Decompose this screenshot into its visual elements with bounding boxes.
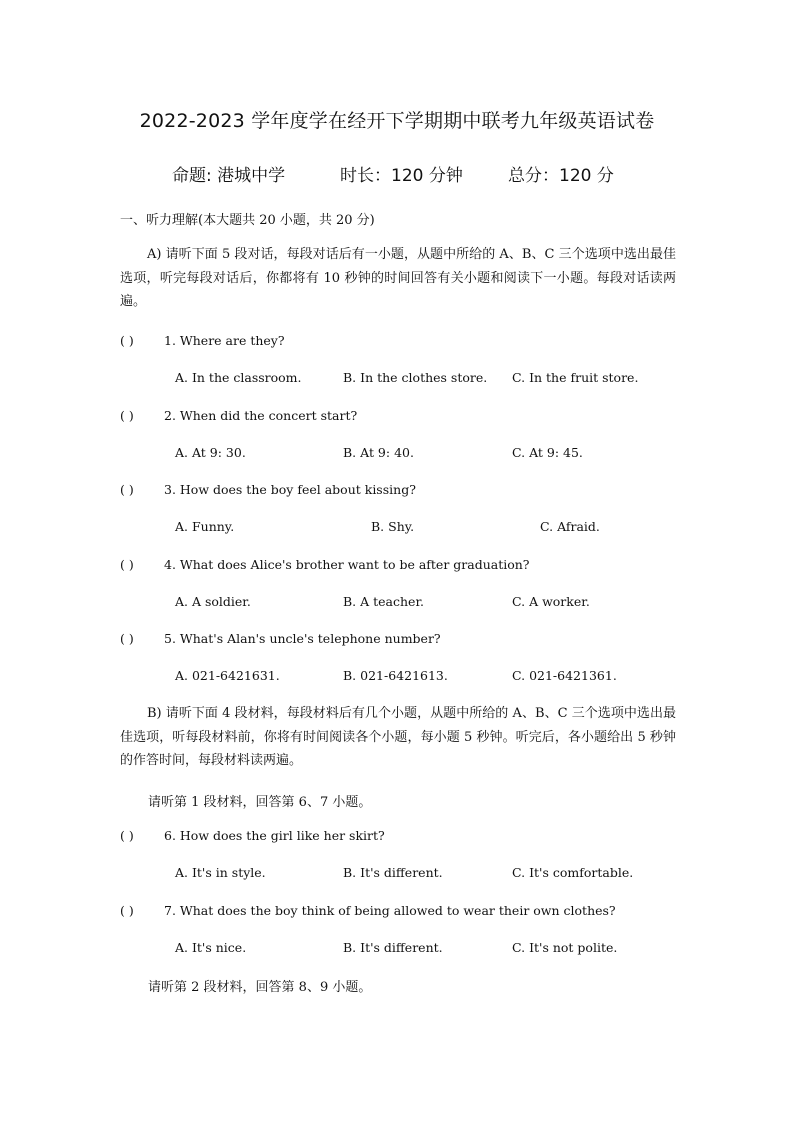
option-c: C. In the fruit store. bbox=[512, 370, 639, 385]
question-text: 6. How does the girl like her skirt? bbox=[164, 828, 385, 843]
option-c: C. A worker. bbox=[512, 594, 590, 609]
answer-blank: ( ) bbox=[120, 557, 134, 572]
exam-setter: 命题: 港城中学 bbox=[172, 166, 286, 186]
answer-blank: ( ) bbox=[120, 828, 134, 843]
option-c: C. Afraid. bbox=[540, 519, 600, 534]
option-b: B. It's different. bbox=[343, 865, 443, 880]
exam-total-score: 总分：120 分 bbox=[508, 166, 614, 186]
question-6 bbox=[120, 828, 385, 843]
option-a: A. At 9: 30. bbox=[175, 445, 246, 460]
option-b: B. In the clothes store. bbox=[343, 370, 488, 385]
answer-blank: ( ) bbox=[120, 333, 134, 348]
question-text: 4. What does Alice's brother want to be after graduation? bbox=[164, 557, 530, 572]
answer-blank: ( ) bbox=[120, 631, 134, 646]
question-1 bbox=[120, 333, 285, 348]
option-c: C. It's comfortable. bbox=[512, 865, 634, 880]
part-a-instruction: A) 请听下面 5 段对话，每段对话后有一小题，从题中所给的 A、B、C 三个选项中选出最佳选项，听完每段对话后，你都将有 10 秒钟的时间回答有关小题和阅读下一小题。每段对话读两遍。 bbox=[120, 247, 677, 309]
question-4 bbox=[120, 557, 530, 572]
option-b: B. It's different. bbox=[343, 940, 443, 955]
option-b: B. 021-6421613. bbox=[343, 668, 448, 683]
question-5 bbox=[120, 631, 441, 646]
part-b-instruction: B) 请听下面 4 段材料，每段材料后有几个小题，从题中所给的 A、B、C 三个选项中选出最佳选项，听每段材料前，你将有时间阅读各个小题，每小题 5 秒钟。听完后，各小题给出 5 秒钟的作答时间，每段材料读两遍。 bbox=[120, 706, 676, 768]
question-text: 3. How does the boy feel about kissing? bbox=[164, 482, 416, 497]
option-c: C. At 9: 45. bbox=[512, 445, 583, 460]
option-a: A. It's nice. bbox=[175, 940, 247, 955]
answer-blank: ( ) bbox=[120, 482, 134, 497]
listening-note-2: 请听第 2 段材料，回答第 8、9 小题。 bbox=[148, 980, 372, 995]
option-b: B. At 9: 40. bbox=[343, 445, 414, 460]
option-a: A. 021-6421631. bbox=[175, 668, 280, 683]
option-c: C. 021-6421361. bbox=[512, 668, 617, 683]
answer-blank: ( ) bbox=[120, 903, 134, 918]
listening-note-1: 请听第 1 段材料，回答第 6、7 小题。 bbox=[148, 795, 372, 810]
option-a: A. In the classroom. bbox=[175, 370, 302, 385]
option-c: C. It's not polite. bbox=[512, 940, 618, 955]
option-b: B. A teacher. bbox=[343, 594, 425, 609]
answer-blank: ( ) bbox=[120, 408, 134, 423]
question-7 bbox=[120, 903, 616, 918]
option-a: A. A soldier. bbox=[175, 594, 251, 609]
question-text: 2. When did the concert start? bbox=[164, 408, 358, 423]
option-b: B. Shy. bbox=[371, 519, 415, 534]
question-3 bbox=[120, 482, 416, 497]
question-text: 1. Where are they? bbox=[164, 333, 285, 348]
section-heading: 一、听力理解(本大题共 20 小题，共 20 分) bbox=[120, 213, 375, 228]
exam-title: 2022-2023 学年度学在经开下学期期中联考九年级英语试卷 bbox=[139, 110, 655, 132]
question-text: 7. What does the boy think of being allowed to wear their own clothes? bbox=[164, 903, 616, 918]
option-a: A. It's in style. bbox=[175, 865, 266, 880]
option-a: A. Funny. bbox=[175, 519, 235, 534]
exam-duration: 时长：120 分钟 bbox=[340, 166, 463, 186]
question-text: 5. What's Alan's uncle's telephone number? bbox=[164, 631, 441, 646]
question-2 bbox=[120, 408, 357, 423]
